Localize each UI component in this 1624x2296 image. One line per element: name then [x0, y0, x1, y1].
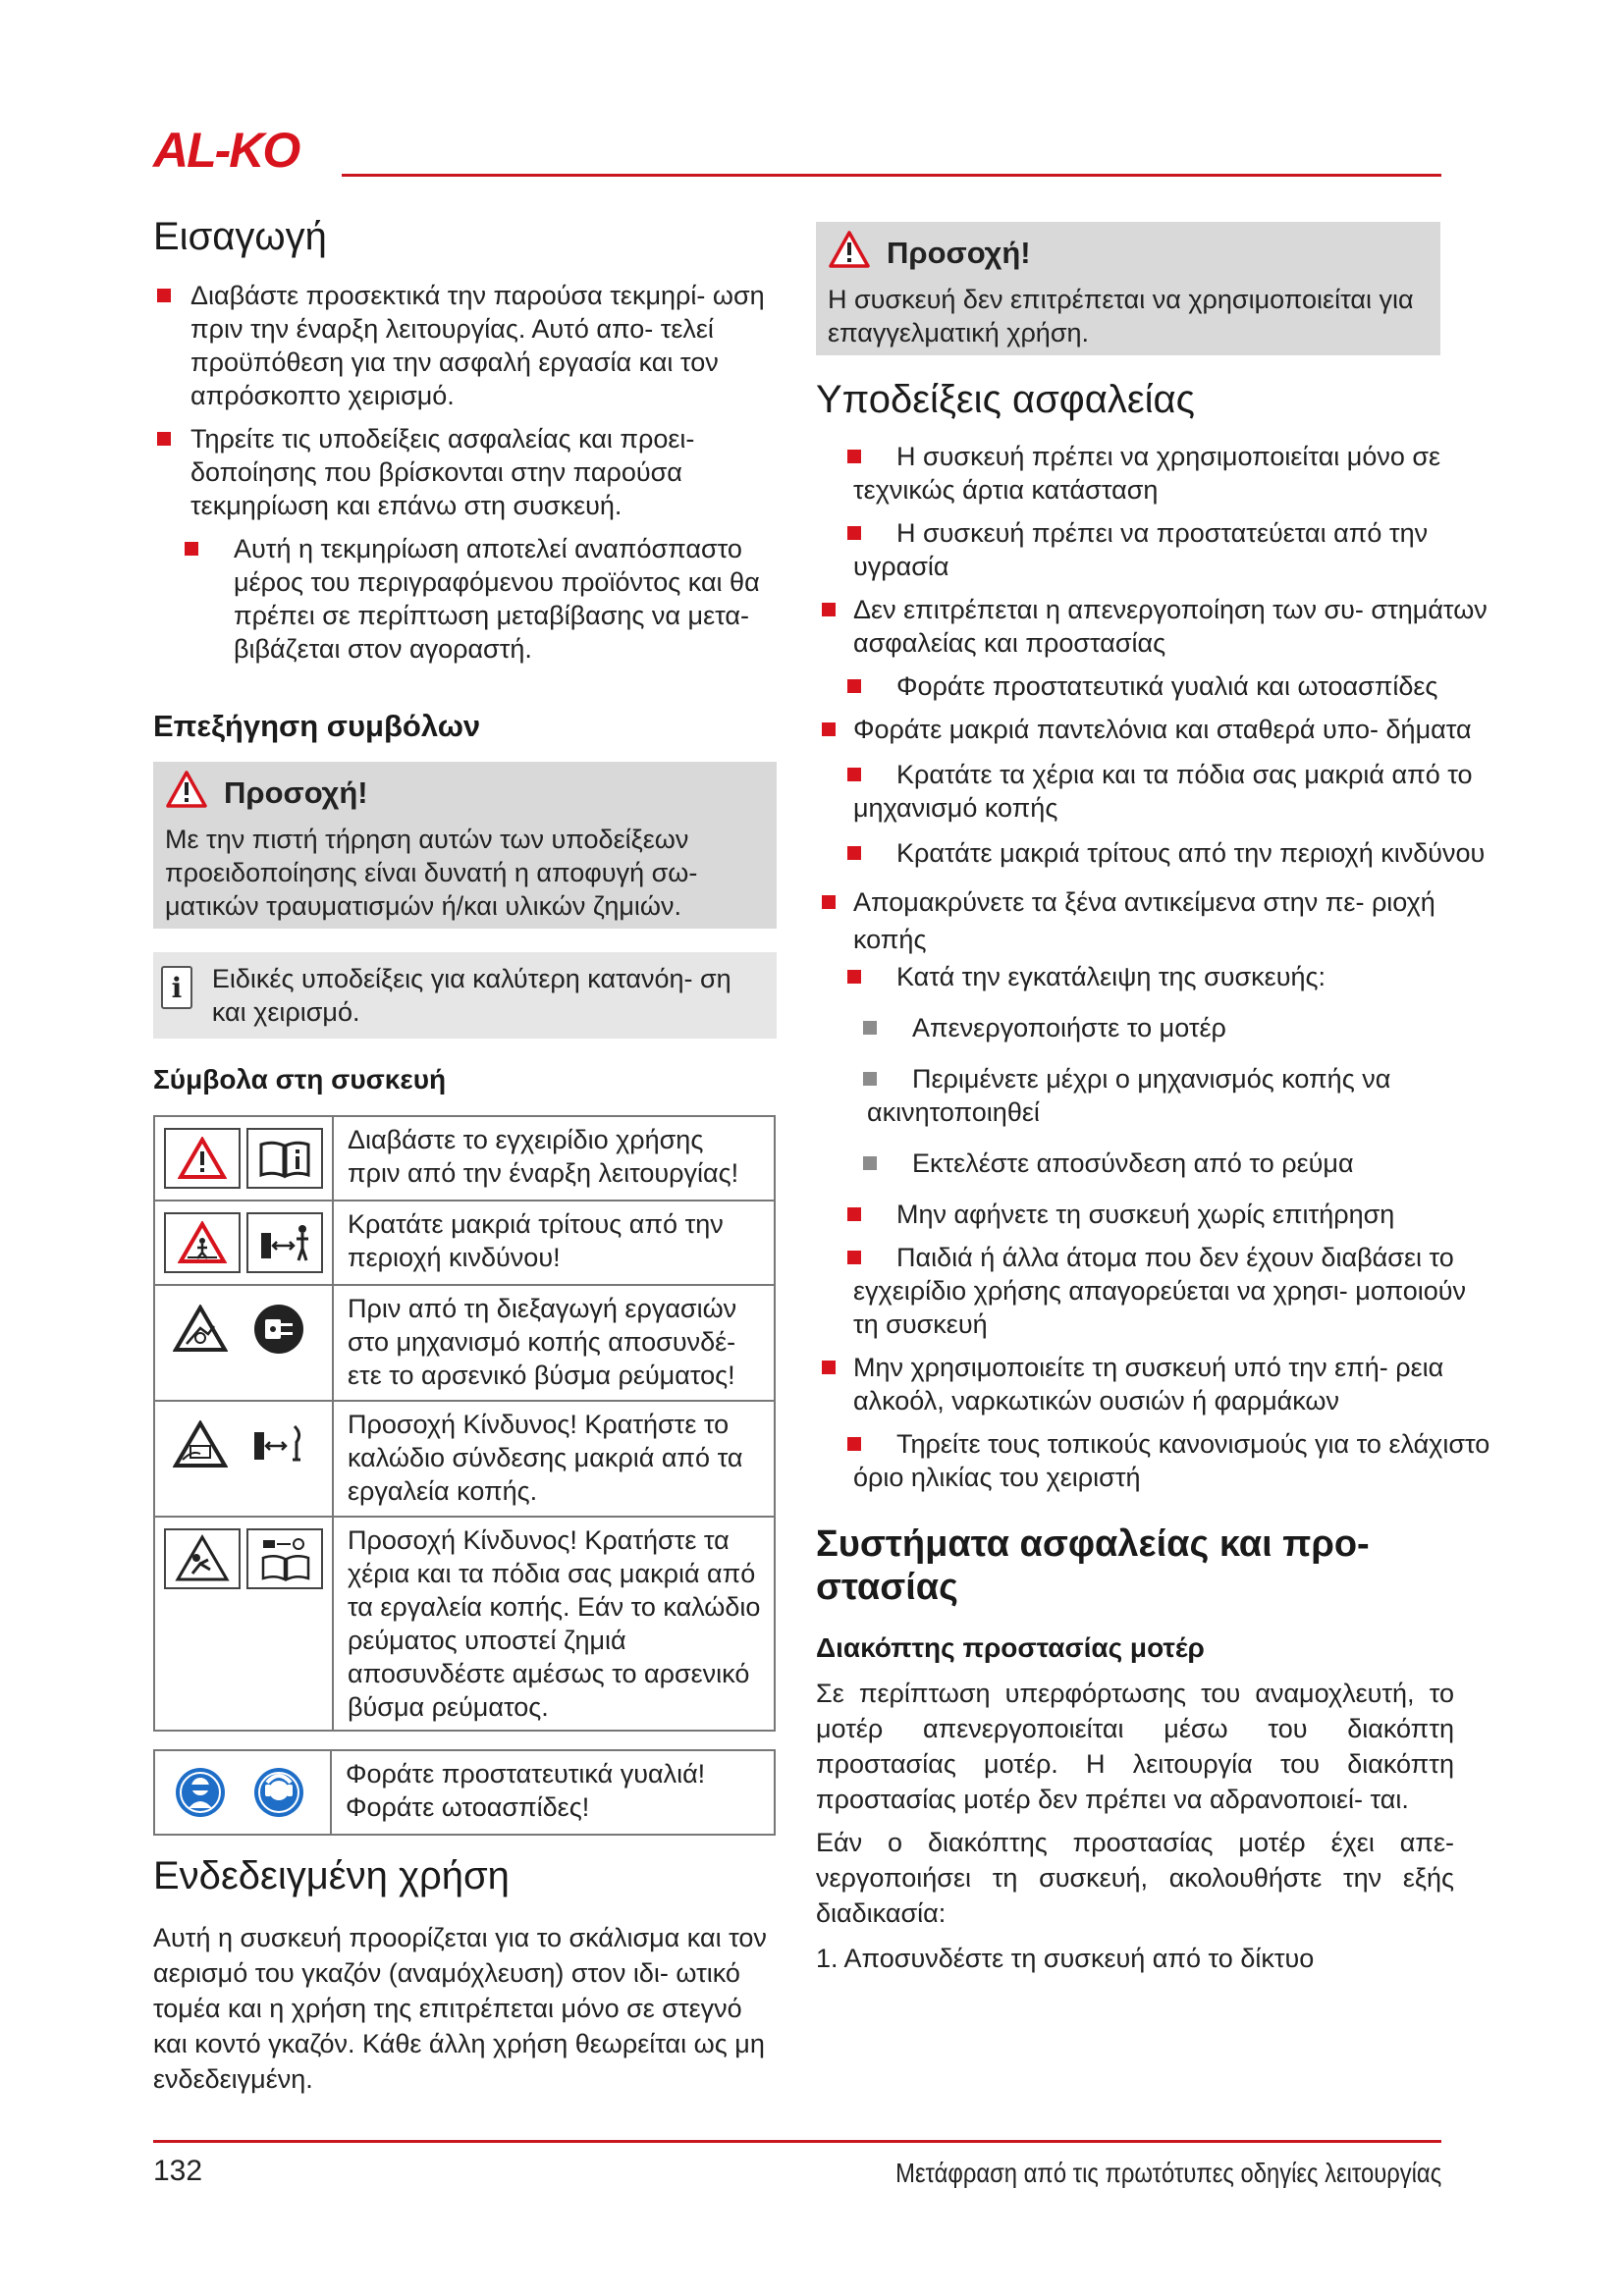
hands-feet-warning-icon: [164, 1528, 241, 1589]
protective-gear-table: [153, 1749, 776, 1836]
footer-text: Μετάφραση από τις πρωτότυπες οδηγίες λειτουργίας: [894, 2158, 1441, 2188]
ear-protection-icon: [243, 1764, 315, 1821]
cable-warning-icon: [164, 1416, 237, 1473]
motor-title: Διακόπτης προστασίας μοτέρ: [816, 1632, 1205, 1664]
safety-item: Η συσκευή πρέπει να χρησιμοποιείται μόνο σε τεχνικώς άρτια κατάσταση: [816, 440, 1493, 507]
safety-item: Κρατάτε τα χέρια και τα πόδια σας μακριά από το μηχανισμό κοπής: [816, 758, 1493, 825]
keep-distance-icon: [246, 1212, 323, 1273]
warning-text: Η συσκευή δεν επιτρέπεται να χρησιμοποιείται για επαγγελματική χρήση.: [828, 285, 1414, 347]
safety-item: Φοράτε μακριά παντελόνια και σταθερά υπο- δήματα: [816, 713, 1493, 746]
device-symbols-title: Σύμβολα στη συσκευή: [153, 1064, 447, 1095]
safety-item: Μην αφήνετε τη συσκευή χωρίς επιτήρηση: [816, 1198, 1493, 1231]
left-column: [153, 214, 777, 2097]
intro-item: Αυτή η τεκμηρίωση αποτελεί αναπόσπαστο μέρος του περιγραφόμενου προϊόντος και θα πρέπει σε περίπτωση μεταβίβασης να μετα- βιβάζεται στον αγοραστή.: [153, 532, 777, 666]
page-number: 132: [153, 2155, 203, 2187]
symbol-row-text: Προσοχή Κίνδυνος! Κρατήστε τα χέρια και τα πόδια σας μακριά από τα εργαλεία κοπής. Εάν το καλώδιο ρεύματος υποστεί ζημιά αποσυνδέστε αμέσως το αρσενικό βύσμα ρεύματος.: [333, 1517, 775, 1731]
warning-title: Προσοχή!: [224, 775, 368, 810]
symbol-row-text: Διαβάστε το εγχειρίδιο χρήσης πριν από την έναρξη λειτουργίας!: [333, 1116, 775, 1201]
intended-use-title: Ενδεδειγμένη χρήση: [153, 1854, 510, 1897]
alko-logo: AL-KO: [153, 123, 299, 178]
info-text: Ειδικές υποδείξεις για καλύτερη κατανόη- ση και χειρισμό.: [211, 964, 731, 1027]
safety-goggles-icon: [164, 1764, 237, 1821]
systems-title: Συστήματα ασφαλείας και προ- στασίας: [816, 1523, 1370, 1608]
motor-step: 1. Αποσυνδέστε τη συσκευή από το δίκτυο: [816, 1944, 1315, 1974]
safety-item: Τηρείτε τους τοπικούς κανονισμούς για το ελάχιστο όριο ηλικίας του χειριστή: [816, 1427, 1493, 1494]
safety-item: Η συσκευή πρέπει να προστατεύεται από την υγρασία: [816, 516, 1493, 583]
warning-text: Με την πιστή τήρηση αυτών των υποδείξεων προειδοποίησης είναι δυνατή η αποφυγή σω- ματικών τραυματισμών ή/και υλικών ζημιών.: [165, 825, 698, 921]
warning-triangle-icon: [828, 230, 887, 277]
right-column: [816, 222, 1493, 1976]
table-row: [154, 1285, 775, 1401]
table-row: [154, 1750, 775, 1835]
table-row: [154, 1201, 775, 1285]
device-symbols-table: [153, 1115, 776, 1732]
warning-triangle-icon: [165, 770, 224, 817]
warning-box: [153, 762, 777, 929]
symbol-row-text: Πριν από τη διεξαγωγή εργασιών στο μηχανισμό κοπής αποσυνδέ- ετε το αρσενικό βύσμα ρεύματος!: [333, 1285, 775, 1401]
unplug-icon: [243, 1301, 315, 1358]
motor-paragraph: Σε περίπτωση υπερφόρτωσης του αναμοχλευτή, το μοτέρ απενεργοποιείται μέσω του διακόπτη προστασίας μοτέρ. Η λειτουργία του διακόπτη προστασίας μοτέρ δεν πρέπει να αδρανοποιεί- ται.: [816, 1679, 1454, 1815]
table-row: [154, 1116, 775, 1201]
warning-triangle-icon: [164, 1128, 241, 1189]
intro-title: Εισαγωγή: [153, 215, 327, 258]
motor-paragraph: Εάν ο διακόπτης προστασίας μοτέρ έχει απε- νεργοποιήσει τη συσκευή, ακολουθήστε την εξής διαδικασία:: [816, 1828, 1454, 1929]
cable-distance-icon: [243, 1416, 315, 1473]
info-icon: i: [161, 966, 192, 1009]
warning-box: [816, 222, 1440, 355]
thrown-objects-warning-icon: [164, 1212, 241, 1273]
header-rule: [342, 174, 1441, 177]
safety-item: Παιδιά ή άλλα άτομα που δεν έχουν διαβάσει το εγχειρίδιο χρήσης απαγορεύεται να χρησι- μοποιούν τη συσκευή: [816, 1241, 1493, 1341]
symbol-row-text: Κρατάτε μακριά τρίτους από την περιοχή κινδύνου!: [333, 1201, 775, 1285]
safety-item: Κρατάτε μακριά τρίτους από την περιοχή κινδύνου: [816, 836, 1493, 870]
safety-subitem: Απενεργοποιήστε το μοτέρ: [816, 1011, 1493, 1044]
manual-book-icon: [246, 1128, 323, 1189]
intro-item: Τηρείτε τις υποδείξεις ασφαλείας και προει- δοποίησης που βρίσκονται στην παρούσα τεκμηρίωση και επάνω στη συσκευή.: [153, 422, 777, 522]
cutting-blade-warning-icon: [164, 1301, 237, 1358]
symbols-title: Επεξήγηση συμβόλων: [153, 709, 481, 743]
safety-subitem: Περιμένετε μέχρι ο μηχανισμός κοπής να ακινητοποιηθεί: [816, 1062, 1493, 1129]
safety-item: Κατά την εγκατάλειψη της συσκευής:: [816, 960, 1493, 993]
symbol-row-text: Προσοχή Κίνδυνος! Κρατήστε το καλώδιο σύνδεσης μακριά από τα εργαλεία κοπής.: [333, 1401, 775, 1517]
symbol-row-text: Φοράτε προστατευτικά γυαλιά! Φοράτε ωτοασπίδες!: [331, 1750, 775, 1835]
intro-item: Διαβάστε προσεκτικά την παρούσα τεκμηρί- ωση πριν την έναρξη λειτουργίας. Αυτό απο- τελεί προϋπόθεση για την ασφαλή εργασία και τον απρόσκοπτο χειρισμό.: [153, 279, 777, 412]
safety-item: Μην χρησιμοποιείτε τη συσκευή υπό την επή- ρεια αλκοόλ, ναρκωτικών ουσιών ή φαρμάκων: [816, 1351, 1493, 1417]
disconnect-read-manual-icon: [246, 1528, 323, 1589]
safety-subitem: Εκτελέστε αποσύνδεση από το ρεύμα: [816, 1147, 1493, 1180]
info-box: [153, 952, 777, 1039]
footer-rule: [153, 2140, 1441, 2143]
table-row: [154, 1401, 775, 1517]
safety-item: Φοράτε προστατευτικά γυαλιά και ωτοασπίδες: [816, 669, 1493, 703]
safety-item: Δεν επιτρέπεται η απενεργοποίηση των συ- στημάτων ασφαλείας και προστασίας: [816, 593, 1493, 660]
safety-item: Απομακρύνετε τα ξένα αντικείμενα στην πε- ριοχή κοπής: [816, 883, 1493, 958]
safety-title: Υποδείξεις ασφαλείας: [816, 378, 1195, 421]
intended-use-text: Αυτή η συσκευή προορίζεται για το σκάλισμα και τον αερισμό του γκαζόν (αναμόχλευση) στον ιδι- ωτικό τομέα και η χρήση της επιτρέπεται μόνο σε στεγνό και κοντό γκαζόν. Κάθε άλλη χρήση θεωρείται ως μη ενδεδειγμένη.: [153, 1923, 767, 2094]
warning-title: Προσοχή!: [887, 236, 1031, 270]
table-row: [154, 1517, 775, 1731]
